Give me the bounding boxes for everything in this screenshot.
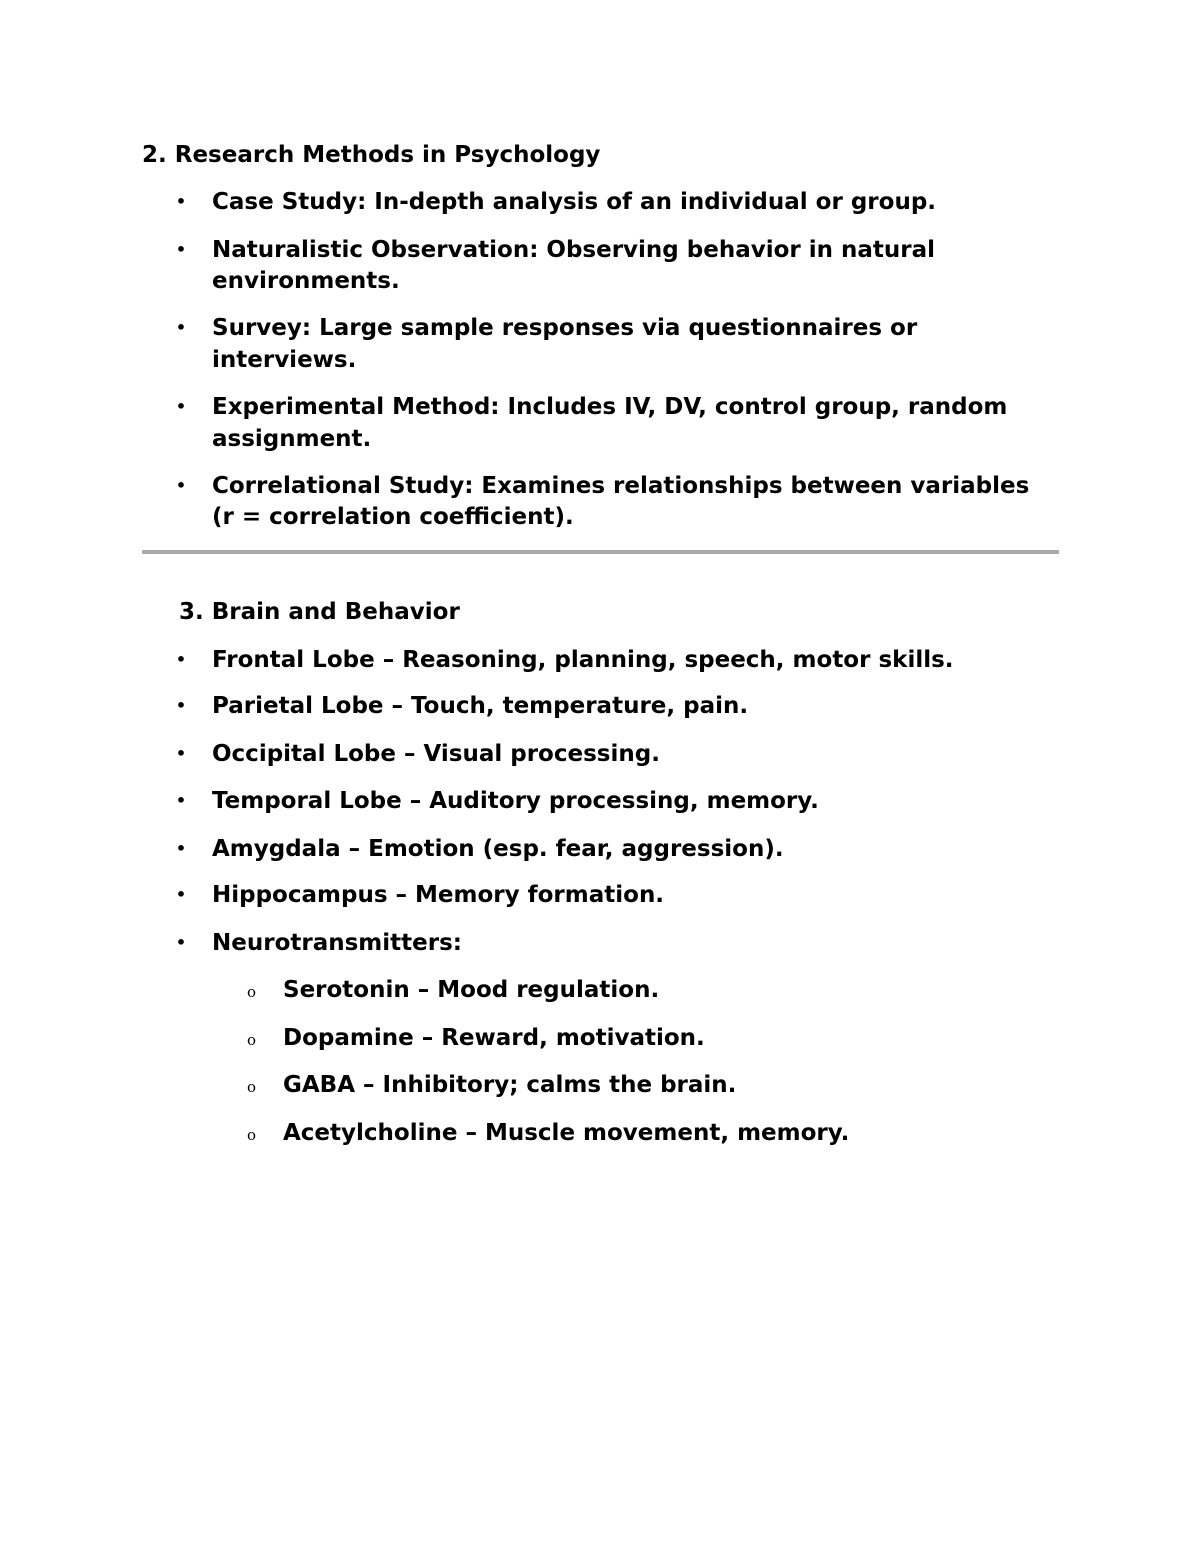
- list-item-naturalistic-observation-cont: environments.: [212, 268, 400, 294]
- bullet-icon: •: [175, 696, 187, 715]
- list-item-survey: Survey: Large sample responses via questionnaires or: [212, 315, 918, 341]
- sub-item-dopamine: Dopamine – Reward, motivation.: [283, 1025, 705, 1051]
- list-item-correlational-study-cont: (r = correlation coefficient).: [212, 504, 574, 530]
- sub-item-gaba: GABA – Inhibitory; calms the brain.: [283, 1072, 737, 1098]
- sub-bullet-icon: o: [247, 983, 257, 1001]
- bullet-icon: •: [175, 192, 187, 211]
- list-item-correlational-study: Correlational Study: Examines relationships between variables: [212, 473, 1030, 499]
- bullet-icon: •: [175, 791, 187, 810]
- list-item-experimental-method-cont: assignment.: [212, 426, 372, 452]
- bullet-icon: •: [175, 885, 187, 904]
- bullet-icon: •: [175, 650, 187, 669]
- horizontal-divider: [142, 550, 1059, 554]
- list-item-case-study: Case Study: In-depth analysis of an individual or group.: [212, 189, 937, 215]
- list-item-frontal-lobe: Frontal Lobe – Reasoning, planning, speech, motor skills.: [212, 647, 954, 673]
- sub-bullet-icon: o: [247, 1126, 257, 1144]
- bullet-icon: •: [175, 744, 187, 763]
- bullet-icon: •: [175, 933, 187, 952]
- bullet-icon: •: [175, 318, 187, 337]
- list-item-temporal-lobe: Temporal Lobe – Auditory processing, memory.: [212, 788, 819, 814]
- list-item-neurotransmitters: Neurotransmitters:: [212, 930, 462, 956]
- list-item-hippocampus: Hippocampus – Memory formation.: [212, 882, 665, 908]
- section-heading-brain-behavior: 3. Brain and Behavior: [179, 599, 460, 625]
- sub-bullet-icon: o: [247, 1031, 257, 1049]
- list-item-occipital-lobe: Occipital Lobe – Visual processing.: [212, 741, 660, 767]
- section-heading-research-methods: 2. Research Methods in Psychology: [142, 142, 601, 168]
- bullet-icon: •: [175, 240, 187, 259]
- bullet-icon: •: [175, 839, 187, 858]
- list-item-experimental-method: Experimental Method: Includes IV, DV, control group, random: [212, 394, 1008, 420]
- bullet-icon: •: [175, 397, 187, 416]
- sub-item-serotonin: Serotonin – Mood regulation.: [283, 977, 660, 1003]
- list-item-amygdala: Amygdala – Emotion (esp. fear, aggression).: [212, 836, 784, 862]
- sub-bullet-icon: o: [247, 1078, 257, 1096]
- sub-item-acetylcholine: Acetylcholine – Muscle movement, memory.: [283, 1120, 850, 1146]
- list-item-survey-cont: interviews.: [212, 347, 357, 373]
- list-item-naturalistic-observation: Naturalistic Observation: Observing behavior in natural: [212, 237, 936, 263]
- list-item-parietal-lobe: Parietal Lobe – Touch, temperature, pain.: [212, 693, 749, 719]
- bullet-icon: •: [175, 476, 187, 495]
